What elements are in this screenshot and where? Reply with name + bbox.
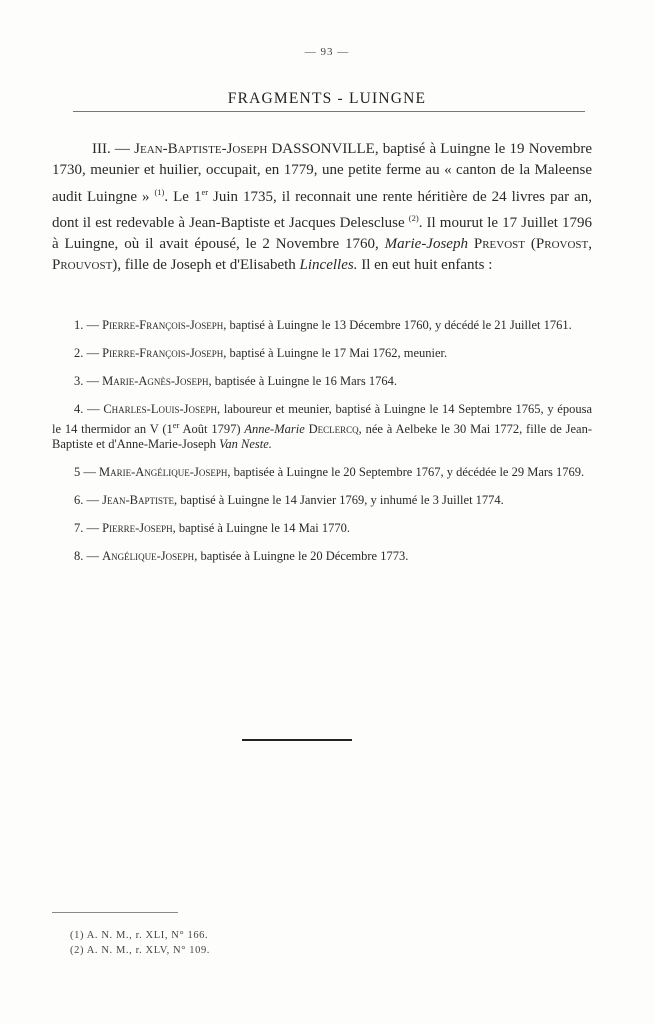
children-list [52,318,592,577]
footnote-1: (1) A. N. M., r. XLI, N° 166. [70,930,209,941]
child-name: Pierre-François-Joseph [102,346,224,360]
list-item [52,402,592,453]
child-number: 1. — [74,318,103,332]
child-number: 3. — [74,374,103,388]
footnotes [70,928,210,958]
entry-surname: DASSONVILLE [271,141,375,157]
child-name: Marie-Angélique-Joseph [99,465,228,480]
child-text: , baptisée à Luingne le 20 Septembre 1767, y décédée le 29 Mars 1769. [227,465,585,480]
list-item [52,374,592,390]
entry-text: Il en eut huit enfants : [357,257,493,274]
list-item [52,465,592,481]
child-text: , baptisée à Luingne le 16 Mars 1764. [208,374,397,388]
child-text: , baptisé à Luingne le 13 Décembre 1760, y décédé le 21 Juillet 1761. [223,318,572,332]
entry-given-names: Jean-Baptiste-Joseph [134,141,268,157]
list-item [52,521,592,537]
child-text: , laboureur et meunier, baptisé à Luingne le 14 Septembre 1765, y épousa le 14 thermidor an V (1 [52,402,592,436]
footnote-2: (2) A. N. M., r. XLV, N° 109. [70,945,211,956]
child-text: , baptisé à Luingne le 14 Janvier 1769, y inhumé le 3 Juillet 1774. [174,493,504,508]
list-item [52,318,592,334]
child-number: 2. — [74,346,103,360]
child-name: Pierre-François-Joseph [102,318,224,332]
child-number: 4. — [74,402,104,416]
list-item [52,549,592,565]
spouse-surname: Prevost [467,236,525,253]
entry-text: ( [525,236,536,253]
child-text: Août 1797) [179,421,245,436]
child-text: , née à Aelbeke le 30 Mai 1772, fille de Jean-Baptiste et d'Anne-Marie-Joseph [52,421,592,452]
child-name: Pierre-Joseph [102,521,173,536]
child-name: Marie-Agnès-Joseph [102,374,209,388]
entry-text: . Le 1 [164,188,202,205]
footnote-rule [52,912,178,913]
surname-variants: Provost, Prouvost [52,236,593,274]
entry-text: ), fille de Joseph et d'Elisabeth [112,257,300,274]
entry-text: , baptisé à Luingne le 19 Novembre 1730, meunier et huilier, occupait, en 1779, une petite ferme au « canton de la Maleense audit Luingne » [52,141,592,205]
child-text: , baptisée à Luingne le 20 Décembre 1773. [194,549,409,564]
ordinal-superscript: er [201,186,209,197]
child-name: Angélique-Joseph [102,549,195,564]
running-title: FRAGMENTS - LUINGNE [227,90,427,107]
title-rule [73,111,585,112]
footnote-ref: (2) [408,212,419,223]
child-name: Charles-Louis-Joseph [103,402,218,416]
child-number: 5 — [74,465,99,480]
mother-surname: Lincelles. [299,257,358,274]
child-name: Jean-Baptiste [102,493,174,508]
spouse-given-name: Marie-Joseph [384,236,468,253]
entry-paragraph [52,139,592,277]
child-spouse-surname: Declercq [304,421,359,436]
child-text: , baptisé à Luingne le 14 Mai 1770. [172,521,351,536]
child-spouse-given-name: Anne-Marie [244,421,305,436]
page-number: — 93 — [304,46,350,58]
entry-numeral: III. — [92,141,130,157]
entry-text: . Il mourut le 17 Juillet 1796 à Luingne, où il avait épousé, le 2 Novembre 1760, [52,214,593,253]
entry-text: Juin 1735, il reconnait une rente héritière de 24 livres par an, dont il est redevable à Jean-Baptiste et Jacques Delescluse [52,188,593,231]
footnote-ref: (1) [154,186,165,197]
list-item [52,346,592,362]
child-number: 7. — [74,521,103,536]
child-spouse-mother-surname: Van Neste. [219,437,272,452]
child-text: , baptisé à Luingne le 17 Mai 1762, meunier. [223,346,448,360]
list-item [52,493,592,509]
ordinal-superscript: er [172,419,180,430]
child-number: 6. — [74,493,103,508]
child-number: 8. — [74,549,103,564]
section-end-rule [242,739,352,741]
